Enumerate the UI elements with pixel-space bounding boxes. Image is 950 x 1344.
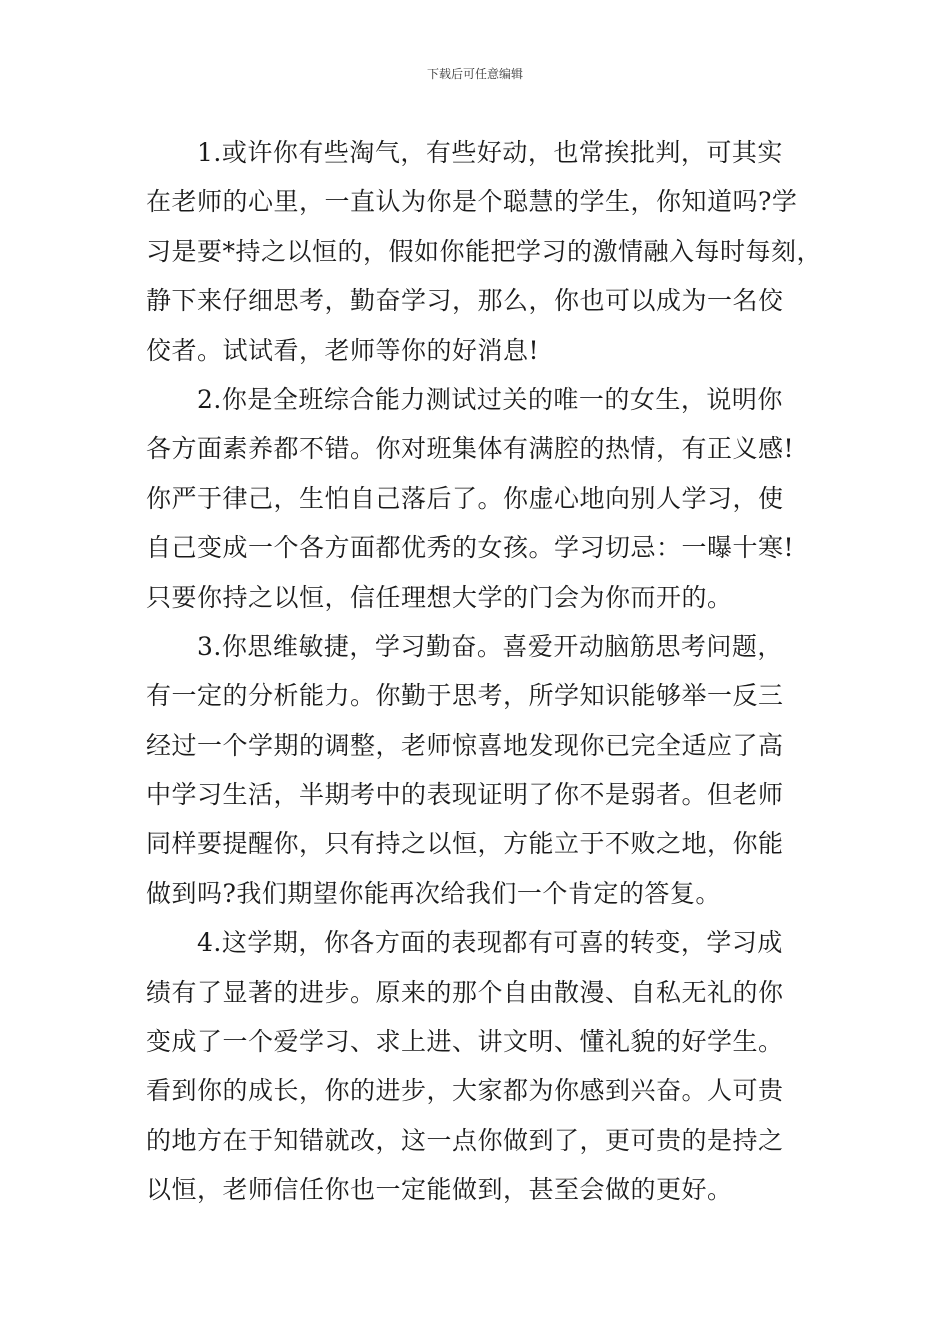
paragraph-4-line-6: 以恒，老师信任你也一定能做到，甚至会做的更好。	[146, 1175, 733, 1205]
paragraph-4-line-3: 变成了一个爱学习、求上进、讲文明、懂礼貌的好学生。	[146, 1027, 784, 1057]
paragraph-3-line-5: 同样要提醒你，只有持之以恒，方能立于不败之地，你能	[146, 829, 784, 859]
paragraph-3-line-1: 3.你思维敏捷，学习勤奋。喜爱开动脑筋思考问题，	[197, 631, 783, 661]
paragraph-2-line-4: 自己变成一个各方面都优秀的女孩。学习切忌：一曝十寒!	[146, 533, 795, 563]
paragraph-2-line-3: 你严于律己，生怕自己落后了。你虚心地向别人学习，使	[146, 483, 784, 513]
paragraph-1-line-5: 佼者。试试看，老师等你的好消息!	[146, 335, 540, 365]
paragraph-1-line-3: 习是要*持之以恒的，假如你能把学习的激情融入每时每刻，	[146, 236, 823, 266]
page-header: 下载后可任意编辑	[426, 67, 523, 81]
paragraph-3-line-6: 做到吗?我们期望你能再次给我们一个肯定的答复。	[146, 878, 721, 908]
paragraph-2-line-1: 2.你是全班综合能力测试过关的唯一的女生，说明你	[197, 384, 783, 414]
paragraph-4-line-2: 绩有了显著的进步。原来的那个自由散漫、自私无礼的你	[146, 977, 784, 1007]
paragraph-1-line-4: 静下来仔细思考，勤奋学习，那么，你也可以成为一名佼	[146, 286, 784, 316]
paragraph-1-line-2: 在老师的心里，一直认为你是个聪慧的学生，你知道吗?学	[146, 187, 798, 217]
paragraph-4-line-1: 4.这学期，你各方面的表现都有可喜的转变，学习成	[197, 928, 783, 958]
paragraph-1-line-1: 1.或许你有些淘气，有些好动，也常挨批判，可其实	[197, 138, 783, 167]
document-body	[146, 128, 836, 1215]
paragraph-4-line-5: 的地方在于知错就改，这一点你做到了，更可贵的是持之	[146, 1125, 784, 1155]
paragraph-3-line-4: 中学习生活，半期考中的表现证明了你不是弱者。但老师	[146, 780, 784, 810]
paragraph-4-line-4: 看到你的成长，你的进步，大家都为你感到兴奋。人可贵	[146, 1076, 784, 1106]
paragraph-2-line-2: 各方面素养都不错。你对班集体有满腔的热情，有正义感!	[146, 434, 795, 464]
paragraph-2-line-5: 只要你持之以恒，信任理想大学的门会为你而开的。	[146, 582, 733, 612]
paragraph-3-line-2: 有一定的分析能力。你勤于思考，所学知识能够举一反三	[146, 681, 784, 711]
paragraph-3-line-3: 经过一个学期的调整，老师惊喜地发现你已完全适应了高	[146, 730, 784, 760]
